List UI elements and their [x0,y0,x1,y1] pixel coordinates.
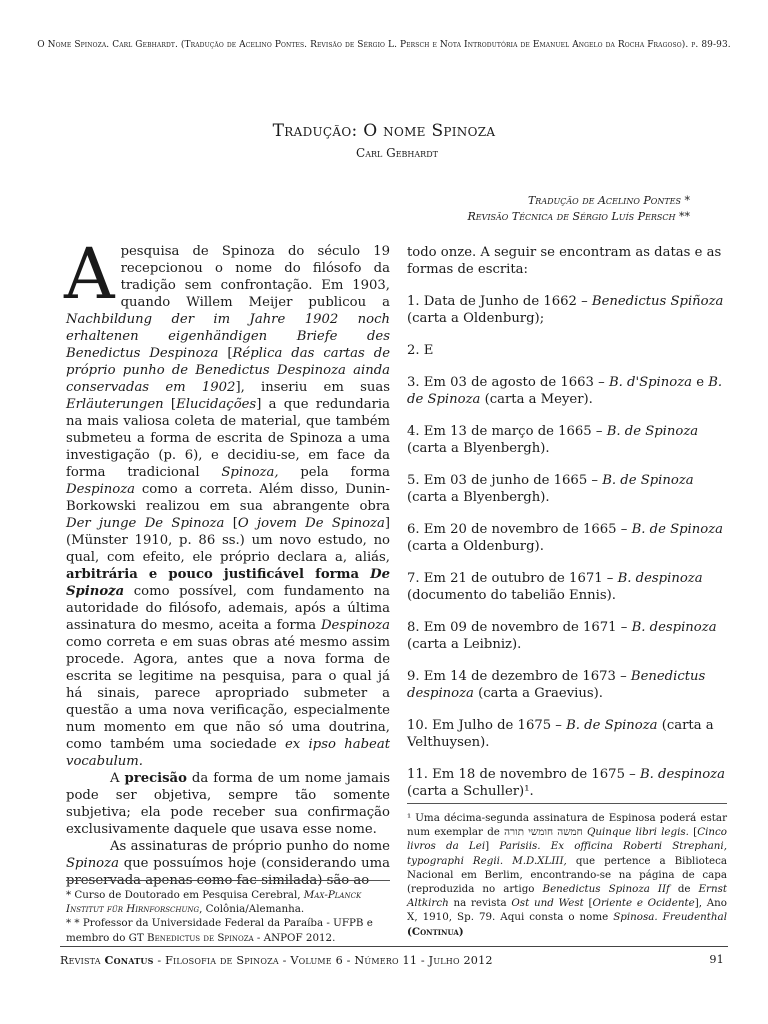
text-run: [ [163,397,177,412]
date-item-11: 11. Em 18 de novembro de 1675 – B. despinoza (carta a Schuller)¹. [407,767,725,799]
italic-name: Despinoza [320,618,390,633]
footnote-1: ¹ Uma décima-segunda assinatura de Espinosa poderá estar num exemplar de חמשה חומשי תורה Quinque libri legis. [Cinco livros da Lei] Parisiis. Ex officina Roberti Strephani, typographi Regii. M.D.XLIII, que pertence a Biblioteca Nacional em Berlim, encontrando-se na página de capa (reproduzida no artigo Benedictus Spinoza IIf de Ernst Altkirch na revista Ost und West [Oriente e Ocidente], Ano X, 1910, Sp. 79. Aqui consta o nome Spinosa. Freudenthal (Continua) [407,803,727,939]
italic-latin: ex ipso habeat vocabulum. [66,737,390,769]
text-run: ] a que redundaria na mais valiosa coleta de material, que também submeteu a forma de escrita de Spinoza a uma investigação (p. 6), e decidiu-se, em face da forma tradicional [66,397,390,480]
italic-title: Der junge De Spinoza [66,516,225,531]
running-head: O Nome Spinoza. Carl Gebhardt. (Tradução de Acelino Pontes. Revisão de Sérgio L. Persch e Nota Introdutória de Emanuel Angelo da Rocha Fragoso). p. 89-93. [37,40,731,50]
italic-name: Despinoza [66,482,136,497]
dates-intro: todo onze. A seguir se encontram as datas e as formas de escrita: [407,245,722,277]
date-item-1: 1. Data de Junho de 1662 – Benedictus Spiñoza (carta a Oldenburg); [407,294,724,326]
text-run: ], inseriu em suas [235,380,390,395]
text-run: como possível, com fundamento na autoridade do filósofo, ademais, após a última assinatura do mesmo, aceita a forma [66,584,390,633]
body-paragraph-2 [66,770,390,838]
date-item-9: 9. Em 14 de dezembro de 1673 – Benedictus despinoza (carta a Graevius). [407,669,706,701]
italic-translation: Elucidações [176,397,257,412]
footnote-star-1: * Curso de Doutorado em Pesquisa Cerebral, Max-Planck Institut für Hirnforschung, Colônia/Alemanha. [66,889,362,916]
text-run: como correta e em suas obras até mesmo assim procede. Agora, antes que a nova forma de escrita se legitime na pesquisa, para o qual já há sinais, parece apropriado submeter a questão a uma nova verificação, especialmente num momento em que não só uma doutrina, como também uma sociedade [66,635,390,752]
date-item-4: 4. Em 13 de março de 1665 – B. de Spinoza (carta a Blyenbergh). [407,424,699,456]
article-author: Carl Gebhardt [356,146,438,160]
date-item-6: 6. Em 20 de novembro de 1665 – B. de Spinoza (carta a Oldenburg). [407,522,724,554]
dropcap: A [64,233,115,315]
text-run: [ [224,516,238,531]
date-item-8: 8. Em 09 de novembro de 1671 – B. despinoza (carta a Leibniz). [407,620,717,652]
hebrew-title: חמשה חומשי תורה [504,826,583,839]
italic-translation: O jovem De Spinoza [237,516,385,531]
body-paragraph-1 [64,233,391,770]
article-title: Tradução: O nome Spinoza [272,121,496,141]
text-run: [ [218,346,233,361]
left-column [64,233,391,889]
journal-brand: Conatus [104,953,154,967]
footnote-star-2: * * Professor da Universidade Federal da Paraíba - UFPB e membro do GT Benedictus de Spinoza - ANPOF 2012. [66,917,373,944]
page-footer: Revista Conatus - Filosofia de Spinoza - Volume 6 - Número 11 - Julho 2012 91 [60,946,728,967]
text-run: ] (Münster 1910, p. 86 ss.) um novo estudo, no qual, com efeito, ele próprio declara a, aliás, [66,516,390,565]
italic-title: Nachbildung der im Jahre 1902 noch erhaltenen eigenhändigen Briefe des Benedictus Despinoza [66,312,390,361]
text-run: como a correta. Além disso, Dunin-Borkowski realizou em sua abrangente obra [66,482,390,514]
review-credit: Revisão Técnica de Sérgio Luís Persch ** [467,210,690,223]
bold-phrase: arbitrária e pouco justificável forma [66,567,371,582]
text-run: pela forma [278,465,390,480]
date-item-3: 3. Em 03 de agosto de 1663 – B. d'Spinoza e B. de Spinoza (carta a Meyer). [407,375,723,407]
text-run: da forma de um nome jamais pode ser objetiva, sempre tão somente subjetiva; ela pode receber sua confirmação exclusivamente daquele que usava esse nome. [66,771,390,837]
italic-name: Spinoza [66,856,119,871]
text-run: A [110,771,125,786]
italic-title: Erläuterungen [66,397,164,412]
date-item-5: 5. Em 03 de junho de 1665 – B. de Spinoza (carta a Blyenbergh). [407,473,694,505]
bold-italic-name: De Spinoza [66,567,390,599]
text-run: pesquisa de Spinoza do século 19 recepcionou o nome do filósofo da tradição sem confrontação. Em 1903, quando Willem Meijer publicou a [120,244,390,310]
text-run: As assinaturas de próprio punho do nome [110,839,390,854]
date-item-2: 2. E [407,343,434,358]
right-column [407,244,727,800]
author-footnotes [66,880,390,945]
text-run: que possuímos hoje (considerando uma preservada apenas como fac-similada) são ao [66,856,390,888]
bold-word: precisão [124,771,187,786]
translator-credit: Tradução de Acelino Pontes * [527,194,690,207]
continua-marker: (Continua) [407,925,464,938]
date-item-7: 7. Em 21 de outubro de 1671 – B. despinoza (documento do tabelião Ennis). [407,571,703,603]
italic-translation: Réplica das cartas de próprio punho de Benedictus Despinoza ainda conservadas em 1902 [66,346,391,395]
date-item-10: 10. Em Julho de 1675 – B. de Spinoza (carta a Velthuysen). [407,718,714,750]
italic-name: Spinoza, [221,465,279,480]
page-number: 91 [709,953,724,966]
